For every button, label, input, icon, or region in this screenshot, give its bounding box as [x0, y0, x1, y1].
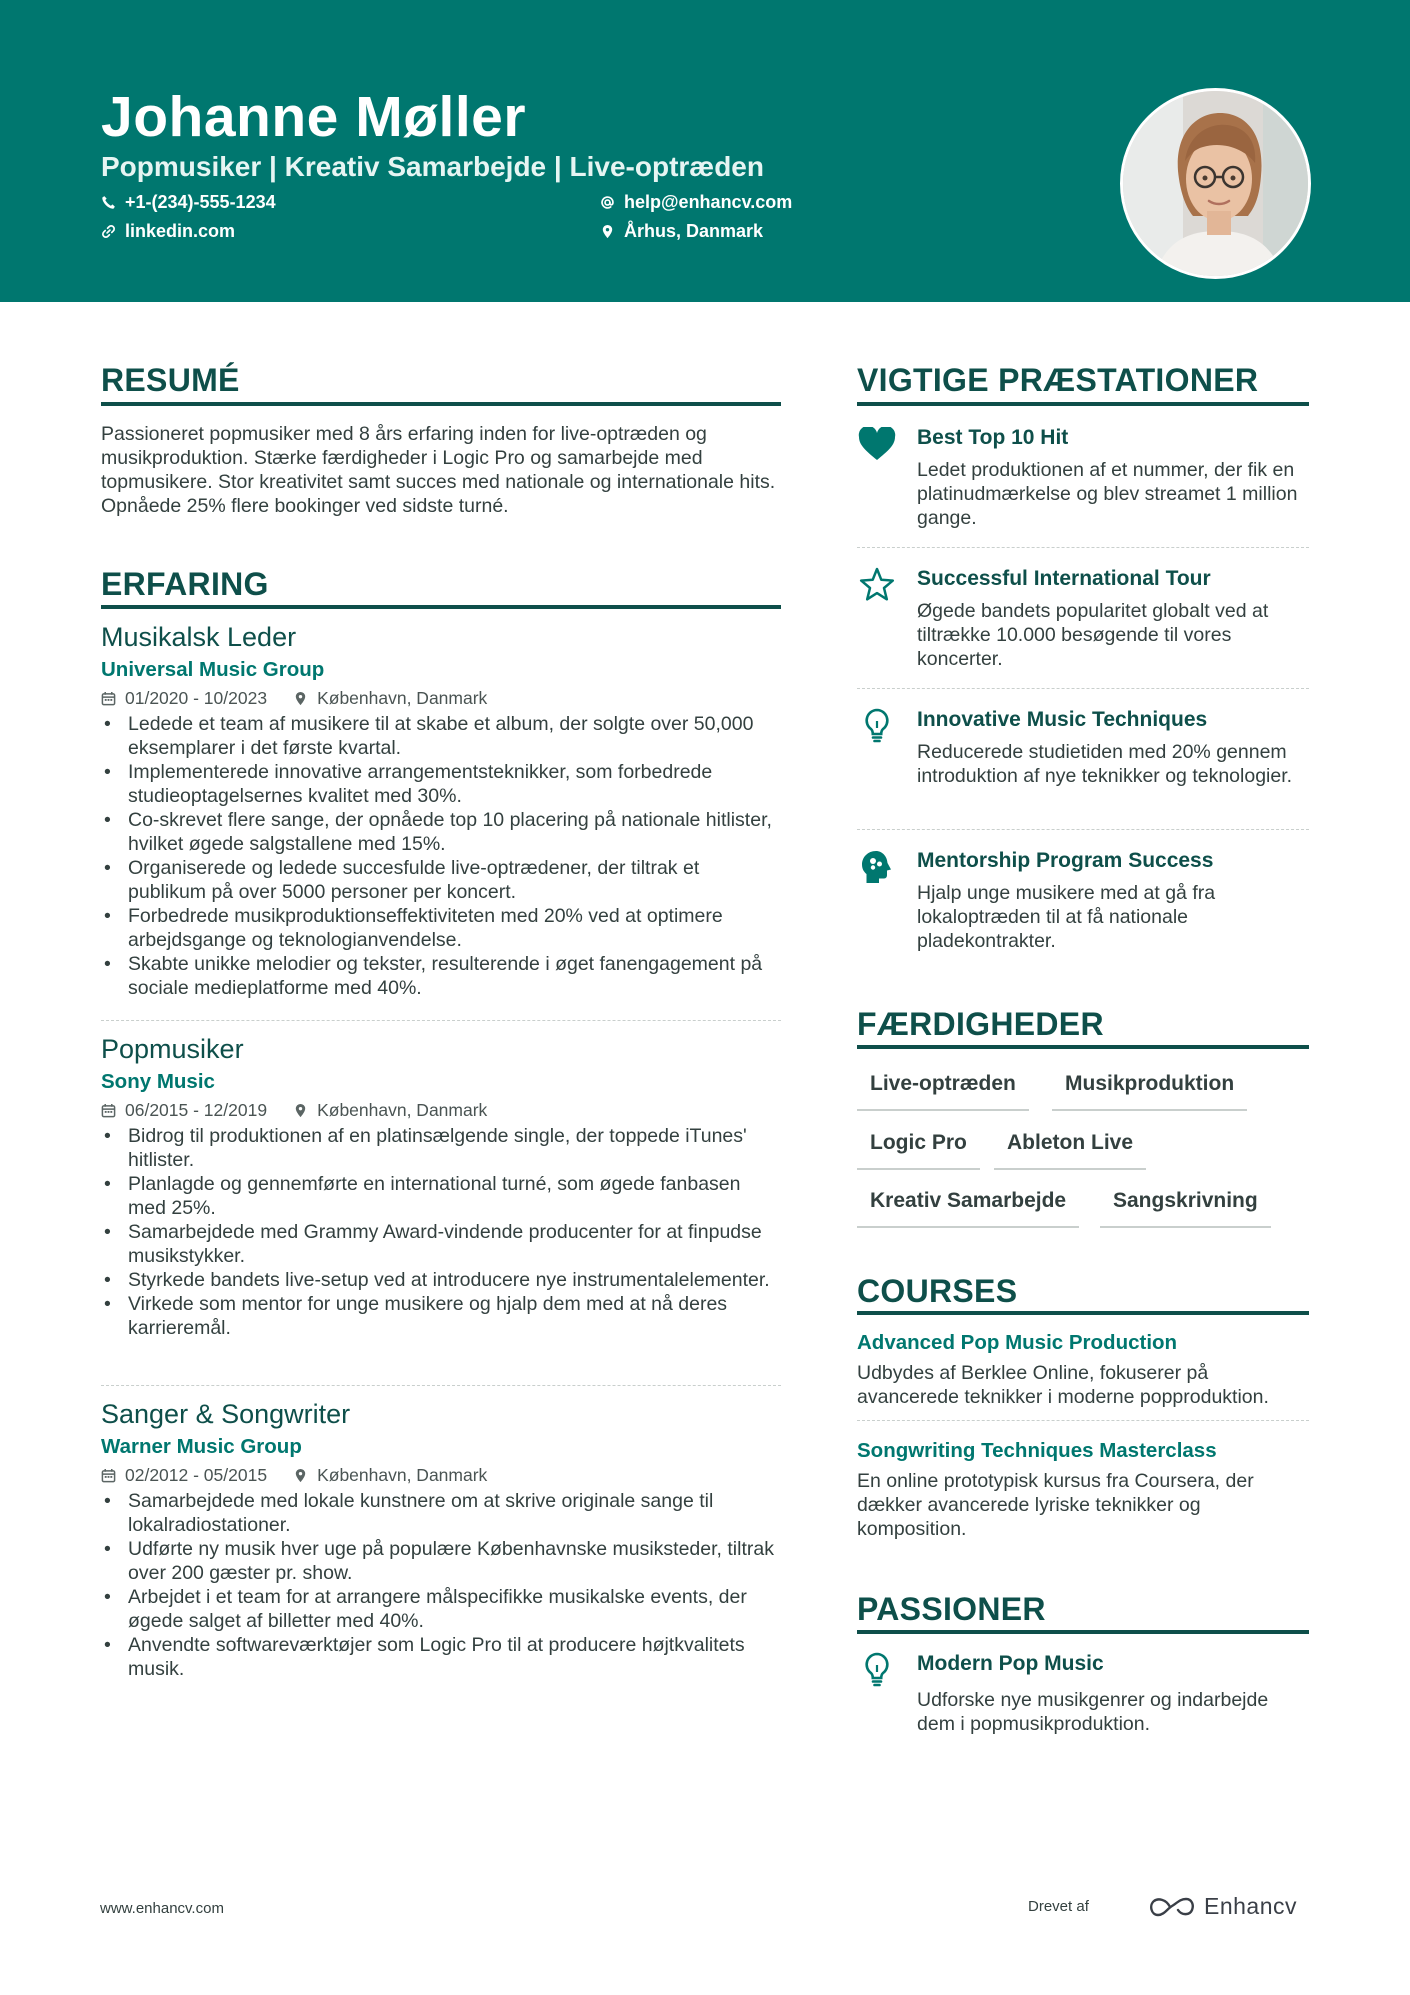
- achievement-title: Best Top 10 Hit: [917, 426, 1069, 449]
- job-entry: [101, 1032, 781, 1340]
- experience-rule: [101, 605, 781, 609]
- location-text: Århus, Danmark: [624, 221, 764, 241]
- location-pin-icon: [293, 1468, 308, 1483]
- job-dates: 06/2015 - 12/2019: [125, 1100, 268, 1120]
- achievement-divider: [857, 688, 1309, 689]
- job-bullet: • Virkede som mentor for unge musikere og hjalp dem med at nå deres karrieremål.: [101, 1292, 781, 1340]
- calendar-icon: [101, 1103, 116, 1118]
- footer-url[interactable]: www.enhancv.com: [100, 1900, 224, 1917]
- job-bullet: • Forbedrede musikproduktionseffektiviteten med 20% ved at optimere arbejdsgange og teknologianvendelse.: [101, 904, 781, 952]
- course-text: En online prototypisk kursus fra Coursera, der dækker avancerede lyriske teknikker og komposition.: [857, 1470, 1254, 1540]
- achievement-text: Ledet produktionen af et nummer, der fik en platinudmærkelse og blev streamet 1 million gange.: [917, 459, 1298, 529]
- job-company[interactable]: Sony Music: [101, 1070, 215, 1093]
- skills-rule: [857, 1045, 1309, 1049]
- job-meta: [101, 1096, 781, 1124]
- link-icon: [101, 224, 116, 239]
- summary-text: Passioneret popmusiker med 8 års erfaring inden for live-optræden og musikproduktion. Stærke færdigheder i Logic Pro og samarbejde med topmusikere. Stor kreativitet samt succes med nationale og internationale hits. Opnåede 25% flere bookinger ved sidste turné.: [101, 423, 776, 517]
- job-title: Sanger & Songwriter: [101, 1399, 351, 1429]
- job-bullets: [101, 1489, 781, 1681]
- job-divider: [101, 1385, 781, 1386]
- skill-tag: Sangskrivning: [1100, 1187, 1271, 1228]
- passions-heading: PASSIONER: [857, 1591, 1046, 1627]
- job-bullet: • Samarbejdede med Grammy Award-vindende producenter for at finpudse musikstykker.: [101, 1220, 781, 1268]
- location-pin-icon: [293, 1103, 308, 1118]
- job-bullet: • Implementerede innovative arrangementsteknikker, som forbedrede studieoptagelsernes kvalitet med 30%.: [101, 760, 781, 808]
- star-icon: [857, 565, 897, 605]
- achievement-title: Mentorship Program Success: [917, 849, 1214, 872]
- linkedin-text: linkedin.com: [125, 221, 236, 241]
- portrait-illustration: [1123, 91, 1311, 279]
- achievement-title: Innovative Music Techniques: [917, 708, 1208, 731]
- job-dates: 02/2012 - 05/2015: [125, 1465, 268, 1485]
- course-text: Udbydes af Berklee Online, fokuserer på avancerede teknikker i moderne popproduktion.: [857, 1362, 1269, 1408]
- summary-heading: RESUMÉ: [101, 362, 240, 398]
- head-brain-icon: [857, 847, 897, 887]
- job-entry: [101, 1397, 781, 1681]
- job-bullet: • Organiserede og ledede succesfulde live-optrædener, der tiltrak et publikum på over 5000 personer per koncert.: [101, 856, 781, 904]
- course-divider: [857, 1420, 1309, 1421]
- course-title[interactable]: Songwriting Techniques Masterclass: [857, 1439, 1217, 1462]
- skill-tag: Logic Pro: [857, 1129, 980, 1170]
- summary-rule: [101, 402, 781, 406]
- email-text: help@enhancv.com: [624, 192, 793, 212]
- job-bullet: • Styrkede bandets live-setup ved at introducere nye instrumentalelementer.: [101, 1268, 781, 1292]
- job-title: Musikalsk Leder: [101, 622, 297, 652]
- job-company[interactable]: Universal Music Group: [101, 658, 325, 681]
- contact-linkedin[interactable]: [101, 221, 235, 242]
- achievement-text: Øgede bandets popularitet globalt ved at tiltrække 10.000 besøgende til vores koncerter.: [917, 600, 1269, 670]
- job-bullet: • Arbejdet i et team for at arrangere målspecifikke musikalske events, der øgede salget af billetter med 40%.: [101, 1585, 781, 1633]
- candidate-name: Johanne Møller: [101, 85, 527, 149]
- achievement-text: Hjalp unge musikere med at gå fra lokaloptræden til at få nationale pladekontrakter.: [917, 882, 1216, 952]
- at-icon: [600, 195, 615, 210]
- skill-tag: Musikproduktion: [1052, 1070, 1247, 1111]
- job-location: København, Danmark: [317, 688, 488, 708]
- job-entry: [101, 620, 781, 1000]
- location-pin-icon: [293, 691, 308, 706]
- skills-heading: FÆRDIGHEDER: [857, 1006, 1104, 1042]
- calendar-icon: [101, 691, 116, 706]
- job-bullet: • Planlagde og gennemførte en international turné, som øgede fanbasen med 25%.: [101, 1172, 781, 1220]
- job-bullet: • Ledede et team af musikere til at skabe et album, der solgte over 50,000 eksemplarer i det første kvartal.: [101, 712, 781, 760]
- skill-tag: Ableton Live: [994, 1129, 1146, 1170]
- achievement-divider: [857, 829, 1309, 830]
- job-location: København, Danmark: [317, 1100, 488, 1120]
- calendar-icon: [101, 1468, 116, 1483]
- job-bullets: [101, 712, 781, 1000]
- job-meta: [101, 1461, 781, 1489]
- course-title[interactable]: Advanced Pop Music Production: [857, 1331, 1178, 1354]
- location-pin-icon: [600, 224, 615, 239]
- job-bullets: [101, 1124, 781, 1340]
- job-bullet: • Skabte unikke melodier og tekster, resulterende i øget fanengagement på sociale medieplatforme med 40%.: [101, 952, 781, 1000]
- courses-heading: COURSES: [857, 1273, 1018, 1309]
- header-banner: [0, 0, 1410, 302]
- experience-heading: ERFARING: [101, 566, 269, 602]
- achievement-text: Reducerede studietiden med 20% gennem introduktion af nye teknikker og teknologier.: [917, 741, 1293, 787]
- candidate-headline: Popmusiker | Kreativ Samarbejde | Live-optræden: [101, 151, 764, 182]
- phone-icon: [101, 195, 116, 210]
- job-company[interactable]: Warner Music Group: [101, 1435, 302, 1458]
- profile-photo: [1120, 88, 1311, 279]
- enhancv-logo-icon: [1148, 1895, 1196, 1919]
- job-bullet: • Samarbejdede med lokale kunstnere om at skrive originale sange til lokalradiostationer.: [101, 1489, 781, 1537]
- skill-tag: Kreativ Samarbejde: [857, 1187, 1079, 1228]
- passion-text: Udforske nye musikgenrer og indarbejde dem i popmusikproduktion.: [917, 1689, 1269, 1735]
- enhancv-logo[interactable]: [1148, 1893, 1297, 1920]
- footer-powered-by: Drevet af: [1028, 1898, 1089, 1915]
- achievement-divider: [857, 547, 1309, 548]
- job-bullet: • Co-skrevet flere sange, der opnåede top 10 placering på nationale hitlister, hvilket øgede salgstallene med 15%.: [101, 808, 781, 856]
- lightbulb-icon: [857, 706, 897, 746]
- job-divider: [101, 1020, 781, 1021]
- job-bullet: • Anvendte softwareværktøjer som Logic Pro til at producere højtkvalitets musik.: [101, 1633, 781, 1681]
- contact-email[interactable]: [600, 192, 792, 213]
- skill-tag: Live-optræden: [857, 1070, 1029, 1111]
- heart-icon: [857, 424, 897, 464]
- job-bullet: • Bidrog til produktionen af en platinsælgende single, der toppede iTunes' hitlister.: [101, 1124, 781, 1172]
- achievements-heading: VIGTIGE PRÆSTATIONER: [857, 362, 1259, 398]
- job-title: Popmusiker: [101, 1034, 244, 1064]
- contact-phone[interactable]: [101, 192, 276, 213]
- achievement-title: Successful International Tour: [917, 567, 1211, 590]
- achievements-rule: [857, 402, 1309, 406]
- courses-rule: [857, 1311, 1309, 1315]
- contact-location: [600, 221, 763, 242]
- enhancv-brand: Enhancv: [1204, 1893, 1298, 1919]
- job-bullet: • Udførte ny musik hver uge på populære Københavnske musiksteder, tiltrak over 200 gæster pr. show.: [101, 1537, 781, 1585]
- passions-rule: [857, 1630, 1309, 1634]
- lightbulb-icon: [857, 1650, 897, 1690]
- job-dates: 01/2020 - 10/2023: [125, 688, 268, 708]
- passion-title: Modern Pop Music: [917, 1652, 1104, 1675]
- job-location: København, Danmark: [317, 1465, 488, 1485]
- job-meta: [101, 684, 781, 712]
- phone-text: +1-(234)-555-1234: [125, 192, 276, 212]
